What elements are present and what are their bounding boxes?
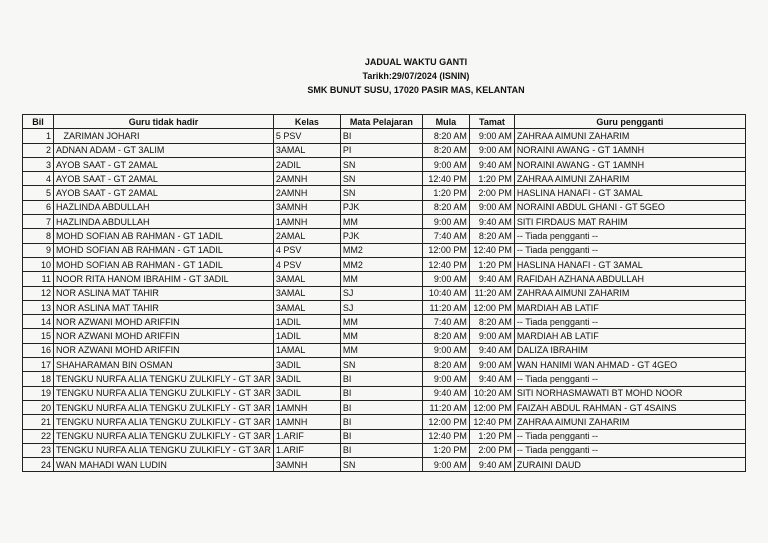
cell-kelas: 1ADIL — [273, 329, 340, 343]
cell-mula: 1:20 PM — [422, 186, 469, 200]
cell-guru-pengganti: ZAHRAA AIMUNI ZAHARIM — [514, 286, 745, 300]
cell-guru-pengganti: -- Tiada pengganti -- — [514, 243, 745, 257]
cell-mula: 8:20 AM — [422, 358, 469, 372]
cell-mula: 12:40 PM — [422, 172, 469, 186]
cell-guru-pengganti: HASLINA HANAFI - GT 3AMAL — [514, 257, 745, 271]
cell-tamat: 9:00 AM — [469, 358, 514, 372]
cell-kelas: 5 PSV — [273, 129, 340, 143]
cell-mata-pelajaran: SN — [340, 458, 422, 472]
document-title: JADUAL WAKTU GANTI — [364, 57, 468, 67]
column-header-mula: Mula — [422, 115, 469, 129]
table-row — [23, 129, 746, 143]
cell-mula: 9:00 AM — [422, 157, 469, 171]
table-row — [23, 300, 746, 314]
cell-bil: 3 — [23, 157, 54, 171]
cell-mula: 8:20 AM — [422, 129, 469, 143]
cell-guru-tidak-hadir: MOHD SOFIAN AB RAHMAN - GT 1ADIL — [54, 229, 274, 243]
cell-mula: 12:40 PM — [422, 429, 469, 443]
cell-guru-tidak-hadir: NOOR RITA HANOM IBRAHIM - GT 3ADIL — [54, 272, 274, 286]
column-header-tamat: Tamat — [469, 115, 514, 129]
cell-mata-pelajaran: BI — [340, 443, 422, 457]
column-header-kelas: Kelas — [273, 115, 340, 129]
cell-mula: 12:40 PM — [422, 257, 469, 271]
cell-guru-tidak-hadir: MOHD SOFIAN AB RAHMAN - GT 1ADIL — [54, 243, 274, 257]
cell-guru-tidak-hadir: NOR AZWANI MOHD ARIFFIN — [54, 329, 274, 343]
table-row — [23, 143, 746, 157]
cell-kelas: 3AMAL — [273, 286, 340, 300]
cell-tamat: 1:20 PM — [469, 429, 514, 443]
cell-guru-pengganti: -- Tiada pengganti -- — [514, 429, 745, 443]
cell-mata-pelajaran: MM2 — [340, 257, 422, 271]
table-row — [23, 329, 746, 343]
cell-guru-pengganti: RAFIDAH AZHANA ABDULLAH — [514, 272, 745, 286]
cell-kelas: 2AMNH — [273, 186, 340, 200]
cell-mula: 9:40 AM — [422, 386, 469, 400]
cell-guru-pengganti: ZAHRAA AIMUNI ZAHARIM — [514, 129, 745, 143]
cell-bil: 14 — [23, 315, 54, 329]
cell-mula: 7:40 AM — [422, 229, 469, 243]
table-row — [23, 429, 746, 443]
table-row — [23, 186, 746, 200]
cell-kelas: 1AMNH — [273, 215, 340, 229]
cell-bil: 17 — [23, 358, 54, 372]
cell-bil: 24 — [23, 458, 54, 472]
cell-tamat: 9:40 AM — [469, 157, 514, 171]
cell-guru-pengganti: NORAINI ABDUL GHANI - GT 5GEO — [514, 200, 745, 214]
table-row — [23, 415, 746, 429]
cell-guru-tidak-hadir: NOR AZWANI MOHD ARIFFIN — [54, 315, 274, 329]
cell-guru-pengganti: -- Tiada pengganti -- — [514, 229, 745, 243]
cell-bil: 11 — [23, 272, 54, 286]
cell-bil: 15 — [23, 329, 54, 343]
cell-bil: 21 — [23, 415, 54, 429]
cell-bil: 9 — [23, 243, 54, 257]
cell-guru-pengganti: ZAHRAA AIMUNI ZAHARIM — [514, 415, 745, 429]
cell-mata-pelajaran: SJ — [340, 300, 422, 314]
cell-guru-tidak-hadir: TENGKU NURFA ALIA TENGKU ZULKIFLY - GT 3AR — [54, 400, 274, 414]
column-header-mata-pelajaran: Mata Pelajaran — [340, 115, 422, 129]
cell-guru-tidak-hadir: SHAHARAMAN BIN OSMAN — [54, 358, 274, 372]
column-header-guru-tidak-hadir: Guru tidak hadir — [54, 115, 274, 129]
cell-mula: 8:20 AM — [422, 143, 469, 157]
cell-guru-pengganti: NORAINI AWANG - GT 1AMNH — [514, 157, 745, 171]
cell-mula: 10:40 AM — [422, 286, 469, 300]
cell-guru-pengganti: ZAHRAA AIMUNI ZAHARIM — [514, 172, 745, 186]
cell-tamat: 12:40 PM — [469, 243, 514, 257]
cell-guru-pengganti: -- Tiada pengganti -- — [514, 443, 745, 457]
cell-tamat: 9:00 AM — [469, 329, 514, 343]
table-row — [23, 458, 746, 472]
cell-guru-pengganti: SITI FIRDAUS MAT RAHIM — [514, 215, 745, 229]
cell-guru-pengganti: -- Tiada pengganti -- — [514, 315, 745, 329]
cell-tamat: 10:20 AM — [469, 386, 514, 400]
cell-guru-pengganti: MARDIAH AB LATIF — [514, 300, 745, 314]
cell-mata-pelajaran: MM — [340, 315, 422, 329]
cell-kelas: 3ADIL — [273, 372, 340, 386]
cell-guru-tidak-hadir: NOR ASLINA MAT TAHIR — [54, 286, 274, 300]
cell-kelas: 1ADIL — [273, 315, 340, 329]
cell-bil: 16 — [23, 343, 54, 357]
cell-kelas: 2ADIL — [273, 157, 340, 171]
substitution-table — [22, 114, 746, 472]
table-body — [23, 129, 746, 472]
cell-mata-pelajaran: SN — [340, 172, 422, 186]
cell-mata-pelajaran: MM — [340, 215, 422, 229]
cell-tamat: 9:00 AM — [469, 200, 514, 214]
cell-mata-pelajaran: PI — [340, 143, 422, 157]
cell-kelas: 3ADIL — [273, 386, 340, 400]
cell-tamat: 9:00 AM — [469, 143, 514, 157]
cell-tamat: 12:00 PM — [469, 400, 514, 414]
cell-mula: 9:00 AM — [422, 343, 469, 357]
cell-bil: 6 — [23, 200, 54, 214]
cell-guru-pengganti: SITI NORHASMAWATI BT MOHD NOOR — [514, 386, 745, 400]
table-row — [23, 443, 746, 457]
table-row — [23, 215, 746, 229]
cell-guru-pengganti: DALIZA IBRAHIM — [514, 343, 745, 357]
cell-guru-pengganti: HASLINA HANAFI - GT 3AMAL — [514, 186, 745, 200]
cell-kelas: 1.ARIF — [273, 429, 340, 443]
cell-bil: 2 — [23, 143, 54, 157]
document-header — [0, 55, 768, 97]
cell-guru-pengganti: ZURAINI DAUD — [514, 458, 745, 472]
cell-guru-pengganti: WAN HANIMI WAN AHMAD - GT 4GEO — [514, 358, 745, 372]
cell-kelas: 2AMNH — [273, 172, 340, 186]
cell-tamat: 8:20 AM — [469, 315, 514, 329]
cell-kelas: 1.ARIF — [273, 443, 340, 457]
cell-tamat: 9:00 AM — [469, 129, 514, 143]
table-row — [23, 257, 746, 271]
table-row — [23, 286, 746, 300]
school-name: SMK BUNUT SUSU, 17020 PASIR MAS, KELANTAN — [307, 85, 525, 95]
table-row — [23, 157, 746, 171]
cell-mata-pelajaran: BI — [340, 400, 422, 414]
cell-tamat: 12:00 PM — [469, 300, 514, 314]
column-header-guru-pengganti: Guru pengganti — [514, 115, 745, 129]
cell-guru-tidak-hadir: TENGKU NURFA ALIA TENGKU ZULKIFLY - GT 3AR — [54, 415, 274, 429]
table-row — [23, 386, 746, 400]
cell-bil: 12 — [23, 286, 54, 300]
date-line: Tarikh:29/07/2024 (ISNIN) — [362, 71, 470, 81]
cell-mula: 8:20 AM — [422, 200, 469, 214]
cell-tamat: 9:40 AM — [469, 458, 514, 472]
cell-mata-pelajaran: SN — [340, 186, 422, 200]
cell-mata-pelajaran: MM — [340, 329, 422, 343]
cell-bil: 20 — [23, 400, 54, 414]
cell-tamat: 9:40 AM — [469, 272, 514, 286]
cell-tamat: 8:20 AM — [469, 229, 514, 243]
cell-bil: 13 — [23, 300, 54, 314]
cell-guru-pengganti: MARDIAH AB LATIF — [514, 329, 745, 343]
cell-bil: 23 — [23, 443, 54, 457]
cell-guru-tidak-hadir: MOHD SOFIAN AB RAHMAN - GT 1ADIL — [54, 257, 274, 271]
cell-guru-pengganti: -- Tiada pengganti -- — [514, 372, 745, 386]
cell-kelas: 4 PSV — [273, 243, 340, 257]
cell-mula: 9:00 AM — [422, 372, 469, 386]
cell-mata-pelajaran: SN — [340, 157, 422, 171]
cell-kelas: 3AMAL — [273, 272, 340, 286]
cell-mata-pelajaran: BI — [340, 372, 422, 386]
cell-bil: 4 — [23, 172, 54, 186]
table-row — [23, 200, 746, 214]
cell-mula: 9:00 AM — [422, 272, 469, 286]
cell-mata-pelajaran: MM — [340, 272, 422, 286]
cell-mata-pelajaran: PJK — [340, 200, 422, 214]
cell-mata-pelajaran: PJK — [340, 229, 422, 243]
cell-bil: 22 — [23, 429, 54, 443]
cell-guru-tidak-hadir: TENGKU NURFA ALIA TENGKU ZULKIFLY - GT 3AR — [54, 372, 274, 386]
cell-kelas: 3AMNH — [273, 458, 340, 472]
table-row — [23, 315, 746, 329]
cell-mata-pelajaran: SN — [340, 358, 422, 372]
cell-mata-pelajaran: BI — [340, 386, 422, 400]
cell-mula: 9:00 AM — [422, 458, 469, 472]
table-row — [23, 243, 746, 257]
cell-tamat: 9:40 AM — [469, 215, 514, 229]
cell-tamat: 11:20 AM — [469, 286, 514, 300]
cell-tamat: 12:40 PM — [469, 415, 514, 429]
cell-bil: 8 — [23, 229, 54, 243]
cell-kelas: 1AMNH — [273, 415, 340, 429]
cell-kelas: 3ADIL — [273, 358, 340, 372]
cell-bil: 5 — [23, 186, 54, 200]
cell-guru-tidak-hadir: AYOB SAAT - GT 2AMAL — [54, 186, 274, 200]
cell-guru-tidak-hadir: TENGKU NURFA ALIA TENGKU ZULKIFLY - GT 3AR — [54, 386, 274, 400]
cell-guru-pengganti: FAIZAH ABDUL RAHMAN - GT 4SAINS — [514, 400, 745, 414]
table-row — [23, 272, 746, 286]
cell-guru-tidak-hadir: HAZLINDA ABDULLAH — [54, 200, 274, 214]
cell-mula: 11:20 AM — [422, 400, 469, 414]
cell-mata-pelajaran: SJ — [340, 286, 422, 300]
cell-tamat: 1:20 PM — [469, 172, 514, 186]
cell-mata-pelajaran: BI — [340, 429, 422, 443]
cell-mula: 12:00 PM — [422, 415, 469, 429]
cell-kelas: 3AMAL — [273, 143, 340, 157]
cell-kelas: 3AMAL — [273, 300, 340, 314]
cell-mata-pelajaran: BI — [340, 129, 422, 143]
cell-guru-tidak-hadir: ADNAN ADAM - GT 3ALIM — [54, 143, 274, 157]
cell-mula: 11:20 AM — [422, 300, 469, 314]
cell-mata-pelajaran: MM2 — [340, 243, 422, 257]
cell-guru-tidak-hadir: TENGKU NURFA ALIA TENGKU ZULKIFLY - GT 3AR — [54, 443, 274, 457]
cell-kelas: 1AMAL — [273, 343, 340, 357]
table-row — [23, 358, 746, 372]
cell-mula: 8:20 AM — [422, 329, 469, 343]
cell-guru-tidak-hadir: AYOB SAAT - GT 2AMAL — [54, 157, 274, 171]
cell-mula: 12:00 PM — [422, 243, 469, 257]
cell-guru-tidak-hadir: NOR AZWANI MOHD ARIFFIN — [54, 343, 274, 357]
cell-guru-tidak-hadir: WAN MAHADI WAN LUDIN — [54, 458, 274, 472]
cell-mula: 1:20 PM — [422, 443, 469, 457]
cell-guru-pengganti: NORAINI AWANG - GT 1AMNH — [514, 143, 745, 157]
table-row — [23, 172, 746, 186]
cell-tamat: 2:00 PM — [469, 443, 514, 457]
cell-bil: 18 — [23, 372, 54, 386]
cell-kelas: 1AMNH — [273, 400, 340, 414]
cell-guru-tidak-hadir: HAZLINDA ABDULLAH — [54, 215, 274, 229]
cell-kelas: 3AMNH — [273, 200, 340, 214]
cell-tamat: 1:20 PM — [469, 257, 514, 271]
cell-mula: 7:40 AM — [422, 315, 469, 329]
cell-bil: 7 — [23, 215, 54, 229]
table-row — [23, 372, 746, 386]
cell-tamat: 2:00 PM — [469, 186, 514, 200]
cell-guru-tidak-hadir: NOR ASLINA MAT TAHIR — [54, 300, 274, 314]
cell-guru-tidak-hadir: AYOB SAAT - GT 2AMAL — [54, 172, 274, 186]
cell-kelas: 2AMAL — [273, 229, 340, 243]
cell-mata-pelajaran: MM — [340, 343, 422, 357]
cell-bil: 10 — [23, 257, 54, 271]
table-row — [23, 343, 746, 357]
table-header-row — [23, 115, 746, 129]
table-row — [23, 400, 746, 414]
cell-guru-tidak-hadir: TENGKU NURFA ALIA TENGKU ZULKIFLY - GT 3AR — [54, 429, 274, 443]
table-row — [23, 229, 746, 243]
cell-tamat: 9:40 AM — [469, 372, 514, 386]
cell-tamat: 9:40 AM — [469, 343, 514, 357]
cell-guru-tidak-hadir: ZARIMAN JOHARI — [54, 129, 274, 143]
cell-mula: 9:00 AM — [422, 215, 469, 229]
cell-kelas: 4 PSV — [273, 257, 340, 271]
cell-bil: 1 — [23, 129, 54, 143]
cell-mata-pelajaran: BI — [340, 415, 422, 429]
column-header-bil: Bil — [23, 115, 54, 129]
cell-bil: 19 — [23, 386, 54, 400]
